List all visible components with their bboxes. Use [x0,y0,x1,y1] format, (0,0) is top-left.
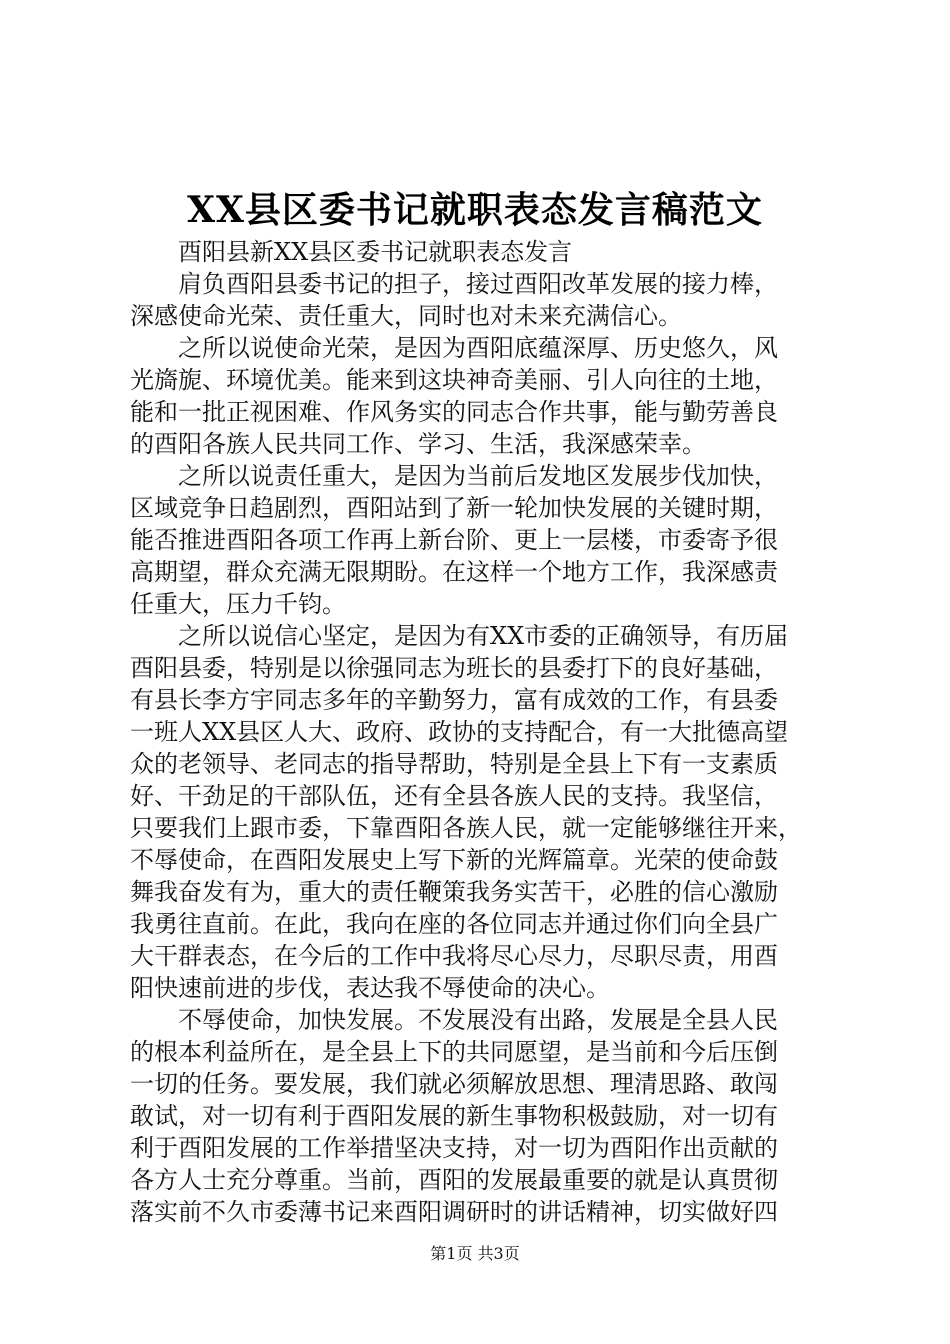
document-title: XX县区委书记就职表态发言稿范文 [187,189,763,231]
text-line: 酉阳县新XX县区委书记就职表态发言 [130,238,573,266]
text-line: 深感使命光荣、责任重大，同时也对未来充满信心。 [130,302,682,330]
text-line: 有县长李方宇同志多年的辛勤努力，富有成效的工作，有县委 [130,686,778,714]
text-line: 区域竞争日趋剧烈，酉阳站到了新一轮加快发展的关键时期， [130,494,778,522]
text-line: 光旖旎、环境优美。能来到这块神奇美丽、引人向往的土地， [130,366,778,394]
text-line: 舞我奋发有为，重大的责任鞭策我务实苦干，必胜的信心激励 [130,878,778,906]
text-line: 高期望，群众充满无限期盼。在这样一个地方工作，我深感责 [130,558,778,586]
text-line: 只要我们上跟市委，下靠酉阳各族人民，就一定能够继往开来， [130,814,802,842]
text-line: 不辱使命，加快发展。不发展没有出路，发展是全县人民 [130,1006,778,1034]
page-footer: 第1页 共3页 [430,1244,520,1263]
text-line: 众的老领导、老同志的指导帮助，特别是全县上下有一支素质 [130,750,778,778]
text-line: 之所以说使命光荣，是因为酉阳底蕴深厚、历史悠久，风 [130,334,778,362]
text-line: 肩负酉阳县委书记的担子，接过酉阳改革发展的接力棒， [130,270,778,298]
text-line: 我勇往直前。在此，我向在座的各位同志并通过你们向全县广 [130,910,778,938]
text-line: 不辱使命，在酉阳发展史上写下新的光辉篇章。光荣的使命鼓 [130,846,778,874]
text-line: 任重大，压力千钧。 [130,590,346,618]
text-line: 好、干劲足的干部队伍，还有全县各族人民的支持。我坚信， [130,782,778,810]
text-line: 阳快速前进的步伐，表达我不辱使命的决心。 [130,974,610,1002]
text-line: 之所以说责任重大，是因为当前后发地区发展步伐加快， [130,462,778,490]
text-line: 能和一批正视困难、作风务实的同志合作共事，能与勤劳善良 [130,398,778,426]
text-line: 大干群表态，在今后的工作中我将尽心尽力，尽职尽责，用酉 [130,942,778,970]
text-line: 利于酉阳发展的工作举措坚决支持，对一切为酉阳作出贡献的 [130,1134,778,1162]
text-line: 敢试，对一切有利于酉阳发展的新生事物积极鼓励，对一切有 [130,1102,778,1130]
document-body [130,236,830,1228]
text-line: 一切的任务。要发展，我们就必须解放思想、理清思路、敢闯 [130,1070,778,1098]
text-line: 之所以说信心坚定，是因为有XX市委的正确领导，有历届 [130,622,789,650]
text-line: 各方人士充分尊重。当前，酉阳的发展最重要的就是认真贯彻 [130,1166,778,1194]
text-line: 的根本利益所在，是全县上下的共同愿望，是当前和今后压倒 [130,1038,778,1066]
text-line: 一班人XX县区人大、政府、政协的支持配合，有一大批德高望 [130,718,789,746]
text-line: 能否推进酉阳各项工作再上新台阶、更上一层楼，市委寄予很 [130,526,778,554]
text-line: 落实前不久市委薄书记来酉阳调研时的讲话精神，切实做好四 [130,1198,778,1226]
text-line: 酉阳县委，特别是以徐强同志为班长的县委打下的良好基础， [130,654,778,682]
text-line: 的酉阳各族人民共同工作、学习、生活，我深感荣幸。 [130,430,706,458]
